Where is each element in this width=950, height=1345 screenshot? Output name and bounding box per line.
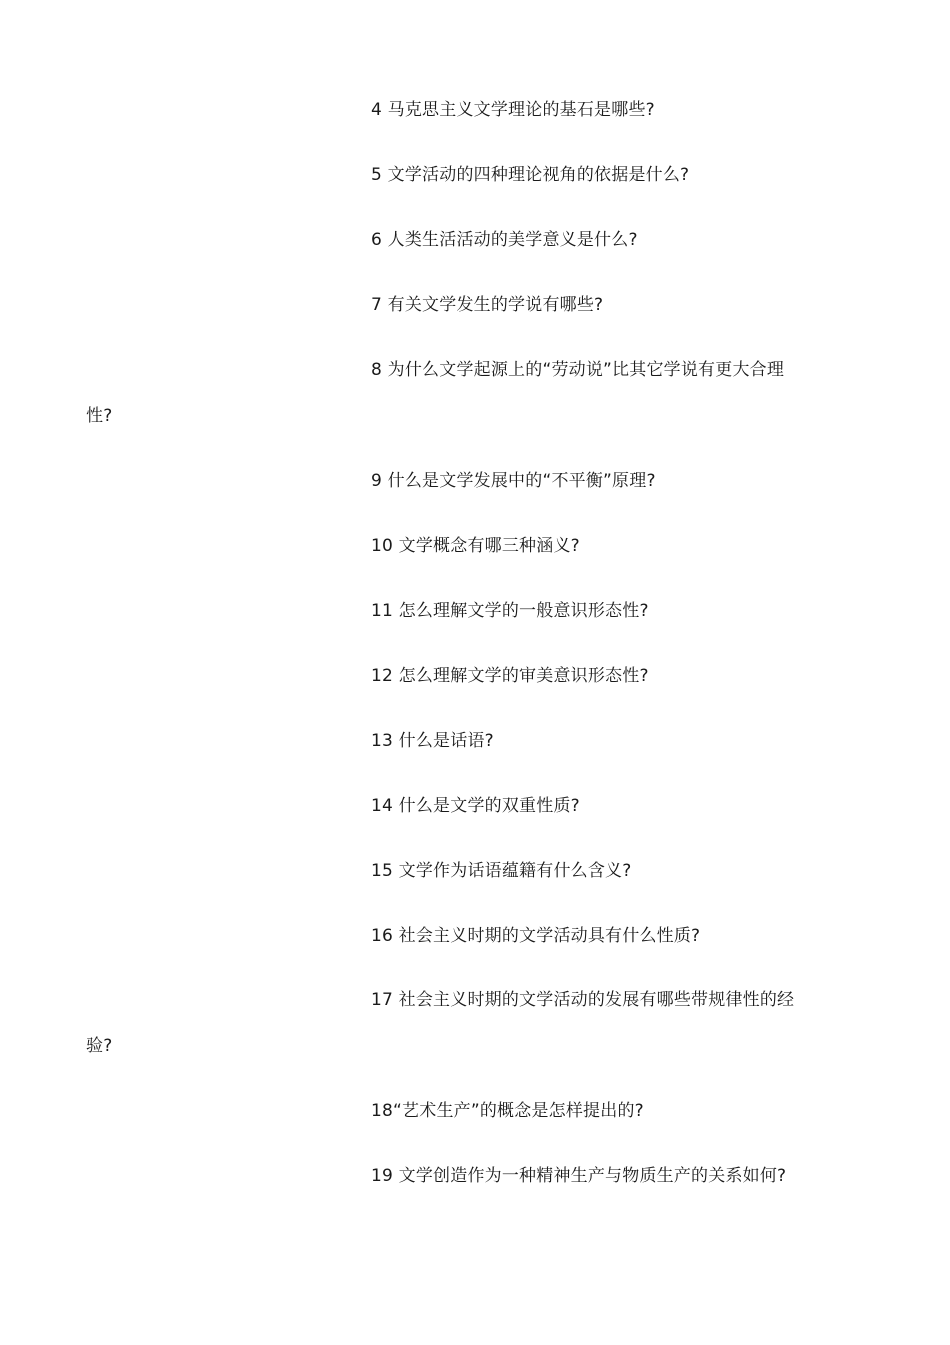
question-text: 文学概念有哪三种涵义? xyxy=(398,536,580,556)
question-11 xyxy=(371,600,649,622)
question-text: 有关文学发生的学说有哪些? xyxy=(387,295,604,315)
question-text: 社会主义时期的文学活动具有什么性质? xyxy=(398,926,701,946)
question-text: 人类生活活动的美学意义是什么? xyxy=(387,230,638,250)
question-10 xyxy=(371,535,580,557)
question-19 xyxy=(371,1165,786,1187)
question-number: 7 xyxy=(371,295,383,315)
question-17-continuation: 验? xyxy=(86,1036,113,1056)
question-number: 12 xyxy=(371,666,394,686)
question-text: 马克思主义文学理论的基石是哪些? xyxy=(387,100,655,120)
question-number: 4 xyxy=(371,100,383,120)
question-text: 什么是话语? xyxy=(398,731,494,751)
question-13 xyxy=(371,730,494,752)
question-12 xyxy=(371,665,649,687)
question-text: 什么是文学的双重性质? xyxy=(398,796,580,816)
question-text: 文学创造作为一种精神生产与物质生产的关系如何? xyxy=(398,1166,787,1186)
question-17 xyxy=(371,989,794,1011)
question-number: 8 xyxy=(371,360,383,380)
question-text: 什么是文学发展中的“不平衡”原理? xyxy=(387,471,656,491)
question-number: 16 xyxy=(371,926,394,946)
question-8 xyxy=(371,359,784,381)
question-18 xyxy=(371,1100,644,1122)
question-number: 18 xyxy=(371,1101,394,1121)
question-number: 13 xyxy=(371,731,394,751)
question-16 xyxy=(371,925,700,947)
question-text: 怎么理解文学的一般意识形态性? xyxy=(398,601,649,621)
question-number: 15 xyxy=(371,861,394,881)
question-text: 为什么文学起源上的“劳动说”比其它学说有更大合理 xyxy=(387,360,785,380)
question-text: 社会主义时期的文学活动的发展有哪些带规律性的经 xyxy=(398,990,795,1010)
question-number: 10 xyxy=(371,536,394,556)
question-9 xyxy=(371,470,656,492)
question-text: 怎么理解文学的审美意识形态性? xyxy=(398,666,649,686)
question-number: 19 xyxy=(371,1166,394,1186)
question-text: 文学作为话语蕴籍有什么含义? xyxy=(398,861,632,881)
question-8-continuation: 性? xyxy=(86,406,113,426)
question-number: 6 xyxy=(371,230,383,250)
question-15 xyxy=(371,860,631,882)
question-number: 14 xyxy=(371,796,394,816)
question-number: 17 xyxy=(371,990,394,1010)
question-4 xyxy=(371,99,655,121)
question-number: 5 xyxy=(371,165,383,185)
question-text: “艺术生产”的概念是怎样提出的? xyxy=(393,1101,644,1121)
question-5 xyxy=(371,164,689,186)
question-7 xyxy=(371,294,603,316)
question-number: 11 xyxy=(371,601,394,621)
question-6 xyxy=(371,229,638,251)
question-text: 文学活动的四种理论视角的依据是什么? xyxy=(387,165,690,185)
question-14 xyxy=(371,795,580,817)
question-number: 9 xyxy=(371,471,383,491)
